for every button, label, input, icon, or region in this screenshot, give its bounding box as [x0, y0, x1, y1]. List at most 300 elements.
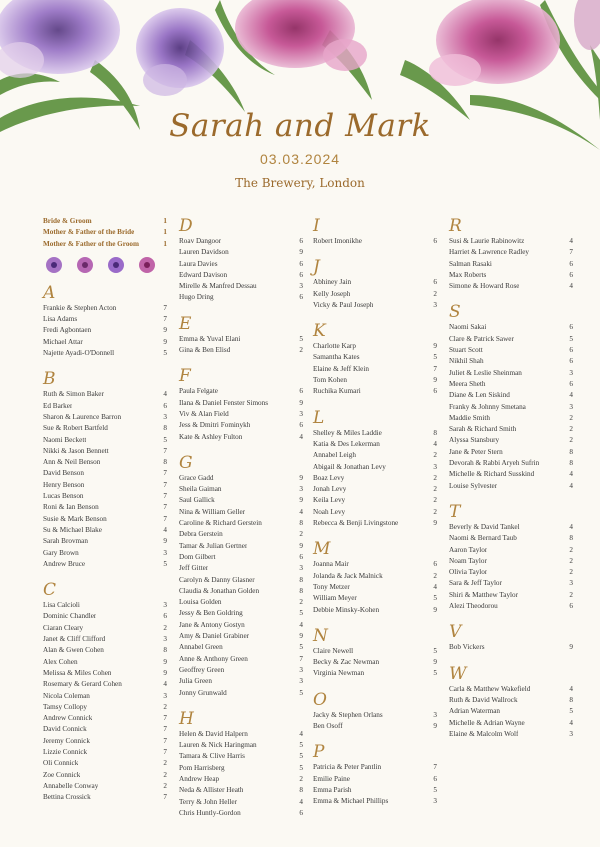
letter-group [449, 302, 573, 491]
guest-name: Alyssa Stansbury [449, 436, 500, 445]
table-number: 5 [433, 594, 437, 603]
guest-row [313, 236, 437, 247]
guest-name: Lisa Adams [43, 315, 78, 324]
guest-row [449, 481, 573, 492]
table-number: 8 [433, 428, 437, 437]
guest-row [449, 706, 573, 717]
table-number: 9 [163, 668, 167, 677]
letter-group [179, 314, 303, 357]
guest-row [449, 729, 573, 740]
guest-row [43, 314, 167, 325]
section-letter: J [313, 257, 320, 278]
table-number: 8 [163, 424, 167, 433]
letter-group [313, 626, 437, 680]
guest-row [449, 578, 573, 589]
guest-row [449, 236, 573, 247]
guest-name: Stuart Scott [449, 346, 483, 355]
table-number: 5 [433, 353, 437, 362]
guest-name: Ruth & Simon Baker [43, 390, 104, 399]
guest-row [313, 300, 437, 311]
table-number: 3 [299, 485, 303, 494]
section-letter: O [313, 689, 327, 710]
guest-name: Noam Taylor [449, 556, 487, 565]
guest-row [449, 356, 573, 367]
guest-name: Louisa Golden [179, 598, 222, 607]
table-number: 3 [163, 635, 167, 644]
table-number: 9 [433, 658, 437, 667]
guest-row [449, 247, 573, 258]
guest-row [43, 389, 167, 400]
table-number: 7 [163, 793, 167, 802]
guest-name: Ciaran Cleary [43, 623, 84, 632]
letter-group [43, 580, 167, 803]
guest-name: Michelle & Richard Susskind [449, 470, 535, 479]
table-number: 6 [299, 259, 303, 268]
guest-row [313, 341, 437, 352]
guest-row [449, 379, 573, 390]
guest-name: Sarah Brovman [43, 537, 88, 546]
table-number: 9 [433, 519, 437, 528]
guest-row [43, 536, 167, 547]
guest-name: Tom Kohen [313, 376, 348, 385]
guest-row [313, 473, 437, 484]
guest-row [179, 507, 303, 518]
guest-row [313, 450, 437, 461]
letter-group [449, 664, 573, 740]
table-number: 5 [433, 646, 437, 655]
guest-name: Mirelle & Manfred Dessau [179, 282, 257, 291]
guest-row [179, 345, 303, 356]
table-number: 5 [299, 763, 303, 772]
table-number: 3 [433, 300, 437, 309]
guest-name: Emma & Yuval Elani [179, 334, 241, 343]
guest-name: Claudia & Jonathan Golden [179, 586, 260, 595]
table-number: 6 [299, 808, 303, 817]
flower-ornaments [43, 255, 167, 275]
guest-row [43, 401, 167, 412]
guest-row [179, 398, 303, 409]
table-number: 6 [433, 774, 437, 783]
table-number: 3 [433, 710, 437, 719]
table-number: 6 [433, 387, 437, 396]
table-number: 2 [163, 781, 167, 790]
table-number: 6 [569, 602, 573, 611]
guest-name: Noah Levy [313, 507, 346, 516]
guest-name: Clare & Patrick Sawer [449, 334, 514, 343]
guest-name: Naomi & Bernard Taub [449, 534, 517, 543]
guest-name: Abigail & Jonathan Levy [313, 462, 386, 471]
section-letter: T [449, 501, 461, 522]
guest-row [313, 462, 437, 473]
guest-name: Jane & Antony Gostyn [179, 620, 245, 629]
head-table-row [43, 239, 167, 250]
table-number: 2 [569, 568, 573, 577]
table-number: 6 [299, 421, 303, 430]
guest-row [43, 781, 167, 792]
guest-name: Caroline & Richard Gerstein [179, 519, 262, 528]
table-number: 3 [163, 548, 167, 557]
guest-name: Edward Davison [179, 270, 228, 279]
guest-row [313, 668, 437, 679]
table-number: 2 [163, 702, 167, 711]
table-number: 8 [299, 786, 303, 795]
table-number: 2 [433, 496, 437, 505]
guest-name: Janet & Cliff Clifford [43, 635, 106, 644]
guest-name: Jeff Gitter [179, 564, 209, 573]
table-number: 4 [433, 582, 437, 591]
table-number: 9 [163, 657, 167, 666]
table-number: 5 [299, 643, 303, 652]
table-number: 6 [569, 346, 573, 355]
guest-name: Jacky & Stephen Orlans [313, 710, 383, 719]
letter-group [43, 283, 167, 359]
table-number: 6 [433, 560, 437, 569]
table-number: 9 [163, 537, 167, 546]
table-number: 6 [299, 293, 303, 302]
guest-row [43, 657, 167, 668]
floral-header-illustration [0, 0, 600, 170]
guest-name: Ruth & David Wallrock [449, 695, 518, 704]
guest-name: Najette Ayadi-O'Donnell [43, 349, 115, 358]
guest-row [179, 420, 303, 431]
section-letter: D [179, 216, 193, 236]
guest-name: Olivia Taylor [449, 568, 488, 577]
guest-row [313, 277, 437, 288]
table-number: 2 [433, 451, 437, 460]
letter-group [313, 257, 437, 311]
table-number: 2 [569, 436, 573, 445]
guest-name: Max Roberts [449, 270, 487, 279]
table-number: 7 [433, 364, 437, 373]
table-number: 9 [433, 342, 437, 351]
guest-name: Julia Green [179, 677, 212, 686]
table-number: 2 [433, 571, 437, 580]
guest-row [179, 529, 303, 540]
section-letter: N [313, 625, 328, 646]
guest-row [313, 559, 437, 570]
table-number: 9 [299, 541, 303, 550]
guest-row [43, 468, 167, 479]
guest-row [179, 270, 303, 281]
guest-row [179, 541, 303, 552]
guest-name: Robert Imonikhe [313, 237, 362, 245]
table-number: 9 [299, 248, 303, 257]
guest-row [449, 390, 573, 401]
guest-name: Roav Dangoor [179, 237, 222, 245]
table-number: 3 [569, 402, 573, 411]
table-number: 5 [569, 707, 573, 716]
letter-group [449, 502, 573, 612]
letter-group [313, 321, 437, 397]
head-table-row [43, 216, 167, 227]
guest-name: Charlotte Karp [313, 342, 356, 351]
guest-row [313, 518, 437, 529]
guest-name: Gina & Ben Elisd [179, 346, 231, 355]
table-number: 7 [163, 725, 167, 734]
guest-row [43, 491, 167, 502]
table-number: 7 [163, 446, 167, 455]
guest-name: Jonny Grunwald [179, 688, 227, 697]
table-number: 4 [163, 390, 167, 399]
section-letter: W [449, 663, 467, 684]
guest-name: Shiri & Matthew Taylor [449, 590, 519, 599]
guest-name: Lauren & Nick Haringman [179, 741, 257, 750]
guest-row [179, 386, 303, 397]
guest-name: Samantha Kates [313, 353, 360, 362]
table-number: 9 [299, 632, 303, 641]
guest-name: Annabel Green [179, 643, 223, 652]
section-letter: C [43, 580, 57, 601]
guest-name: Saul Gallick [179, 496, 215, 505]
guest-row [43, 412, 167, 423]
guest-name: Geoffrey Green [179, 665, 225, 674]
guest-name: Lauren Davidson [179, 248, 229, 257]
guest-name: Sharon & Laurence Barron [43, 412, 122, 421]
table-number: 2 [299, 774, 303, 783]
guest-row [313, 593, 437, 604]
guest-row [449, 684, 573, 695]
guest-row [313, 762, 437, 773]
section-letter: R [449, 216, 462, 236]
flower-ornament-icon [105, 255, 127, 275]
guest-name: Dominic Chandler [43, 612, 97, 621]
table-number: 8 [569, 695, 573, 704]
guest-name: Michael Attar [43, 337, 83, 346]
guest-name: Zoe Connick [43, 770, 81, 779]
guest-row [43, 623, 167, 634]
guest-row [179, 552, 303, 563]
guest-name: Aaron Taylor [449, 545, 488, 554]
guest-name: Boaz Levy [313, 473, 345, 482]
guest-row [449, 413, 573, 424]
guest-row [43, 702, 167, 713]
letter-group [179, 453, 303, 699]
section-letter: H [179, 708, 194, 729]
table-number: 8 [299, 575, 303, 584]
guest-row [179, 484, 303, 495]
table-number: 5 [433, 785, 437, 794]
letter-group [43, 369, 167, 570]
guest-row [179, 676, 303, 687]
guest-row [313, 364, 437, 375]
guest-row [179, 597, 303, 608]
table-number: 9 [299, 496, 303, 505]
section-letter: B [43, 369, 56, 390]
guest-row [179, 586, 303, 597]
table-number: 7 [163, 714, 167, 723]
guest-name: Jonah Levy [313, 485, 347, 494]
guest-row [43, 457, 167, 468]
letter-group [179, 366, 303, 442]
guest-name: Jolanda & Jack Malnick [313, 571, 383, 580]
section-letter: G [179, 452, 193, 473]
guest-name: Naomi Sakai [449, 323, 487, 332]
table-number: 7 [433, 763, 437, 772]
guest-name: Susi & Laurie Rabinowitz [449, 237, 525, 245]
guest-name: Ben Osoff [313, 722, 343, 731]
guest-row [449, 718, 573, 729]
guest-row [313, 289, 437, 300]
guest-name: Patricia & Peter Pantlin [313, 763, 382, 772]
table-number: 6 [299, 552, 303, 561]
guest-row [313, 605, 437, 616]
guest-row [449, 533, 573, 544]
couple-names-title: Sarah and Mark [169, 108, 431, 144]
section-letter: F [179, 366, 191, 387]
table-number: 4 [163, 525, 167, 534]
table-number: 4 [569, 522, 573, 531]
seating-column-2 [179, 216, 303, 819]
table-number: 4 [569, 237, 573, 245]
table-number: 4 [569, 470, 573, 479]
guest-name: Tamara & Clive Harris [179, 752, 245, 761]
guest-row [179, 740, 303, 751]
table-number: 6 [299, 237, 303, 245]
guest-name: Hugo Dring [179, 293, 214, 302]
guest-name: Pom Harrisberg [179, 763, 225, 772]
table-number: 2 [299, 346, 303, 355]
guest-row [179, 281, 303, 292]
letter-group [313, 742, 437, 807]
guest-name: Jess & Dmitri Fominykh [179, 421, 251, 430]
table-number: 9 [433, 722, 437, 731]
table-number: 1 [163, 239, 167, 248]
guest-name: Beverly & David Tankel [449, 522, 520, 531]
table-number: 8 [299, 519, 303, 528]
table-number: 3 [299, 409, 303, 418]
table-number: 4 [163, 680, 167, 689]
guest-name: Becky & Zac Newman [313, 658, 380, 667]
table-number: 6 [569, 323, 573, 332]
table-number: 4 [433, 439, 437, 448]
guest-row [43, 548, 167, 559]
guest-name: Naomi Beckett [43, 435, 87, 444]
guest-name: Sarah & Richard Smith [449, 425, 517, 434]
table-number: 3 [433, 797, 437, 806]
section-letter: V [449, 622, 462, 643]
table-number: 2 [433, 473, 437, 482]
table-number: 4 [299, 620, 303, 629]
guest-name: Lizzie Connick [43, 747, 88, 756]
guest-row [43, 435, 167, 446]
table-number: 1 [163, 217, 167, 225]
table-number: 2 [569, 556, 573, 565]
guest-row [179, 665, 303, 676]
guest-row [449, 345, 573, 356]
guest-name: Franky & Johnny Smetana [449, 402, 526, 411]
guest-name: Michelle & Adrian Wayne [449, 718, 525, 727]
guest-name: Kate & Ashley Fulton [179, 432, 243, 441]
table-number: 2 [163, 770, 167, 779]
guest-row [43, 303, 167, 314]
guest-row [43, 480, 167, 491]
guest-name: Emilie Paine [313, 774, 350, 783]
guest-name: Annabel Leigh [313, 451, 356, 460]
guest-row [313, 507, 437, 518]
guest-row [449, 424, 573, 435]
guest-name: Louise Sylvester [449, 481, 498, 490]
guest-row [313, 774, 437, 785]
table-number: 6 [299, 387, 303, 396]
table-number: 4 [569, 481, 573, 490]
table-number: 5 [299, 741, 303, 750]
guest-name: Katia & Des Lekerman [313, 439, 380, 448]
guest-name: Grace Gadd [179, 473, 214, 482]
table-number: 4 [299, 729, 303, 738]
section-letter: K [313, 321, 326, 342]
guest-row [43, 337, 167, 348]
guest-row [179, 247, 303, 258]
guest-row [179, 563, 303, 574]
guest-name: Salman Rasaki [449, 259, 492, 268]
guest-row [449, 522, 573, 533]
table-number: 3 [569, 368, 573, 377]
guest-name: David Benson [43, 469, 84, 478]
guest-name: Elaine & Jeff Klein [313, 364, 369, 373]
guest-name: Su & Michael Blake [43, 525, 102, 534]
guest-row [179, 259, 303, 270]
guest-row [43, 325, 167, 336]
table-number: 3 [163, 601, 167, 610]
table-number: 5 [299, 609, 303, 618]
guest-row [179, 774, 303, 785]
table-number: 6 [299, 270, 303, 279]
table-number: 6 [569, 270, 573, 279]
wedding-venue: The Brewery, London [235, 176, 365, 190]
guest-row [313, 657, 437, 668]
letter-group [313, 408, 437, 530]
guest-row [449, 458, 573, 469]
guest-name: Meera Sheth [449, 379, 486, 388]
guest-name: Gary Brown [43, 548, 79, 557]
guest-row [449, 270, 573, 281]
guest-name: Alex Cohen [43, 657, 78, 666]
table-number: 2 [163, 623, 167, 632]
guest-row [179, 688, 303, 699]
table-number: 7 [163, 514, 167, 523]
guest-name: Debbie Minsky-Kohen [313, 605, 380, 614]
table-number: 7 [163, 315, 167, 324]
table-number: 9 [163, 326, 167, 335]
guest-name: Ilana & Daniel Fenster Simons [179, 398, 269, 407]
guest-row [179, 654, 303, 665]
guest-name: Tamar & Julian Gertner [179, 541, 248, 550]
table-number: 5 [433, 669, 437, 678]
guest-name: Rosemary & Gerard Cohen [43, 680, 122, 689]
guest-name: Simone & Howard Rose [449, 282, 520, 291]
guest-row [449, 402, 573, 413]
table-number: 7 [569, 248, 573, 257]
section-letter: L [313, 407, 325, 428]
guest-name: Oli Connick [43, 759, 79, 768]
table-number: 3 [163, 412, 167, 421]
guest-name: Alan & Gwen Cohen [43, 646, 104, 655]
table-number: 8 [569, 447, 573, 456]
guest-name: Bettina Crossick [43, 793, 91, 802]
guest-row [43, 446, 167, 457]
guest-row [449, 601, 573, 612]
guest-row [313, 386, 437, 397]
guest-row [179, 763, 303, 774]
table-number: 1 [163, 228, 167, 237]
table-number: 6 [433, 237, 437, 245]
letter-group [449, 622, 573, 653]
seating-column-4 [449, 216, 573, 740]
guest-name: Bob Vickers [449, 643, 485, 652]
table-number: 4 [569, 718, 573, 727]
guest-row [179, 236, 303, 247]
guest-name: Tamsy Collopy [43, 702, 88, 711]
